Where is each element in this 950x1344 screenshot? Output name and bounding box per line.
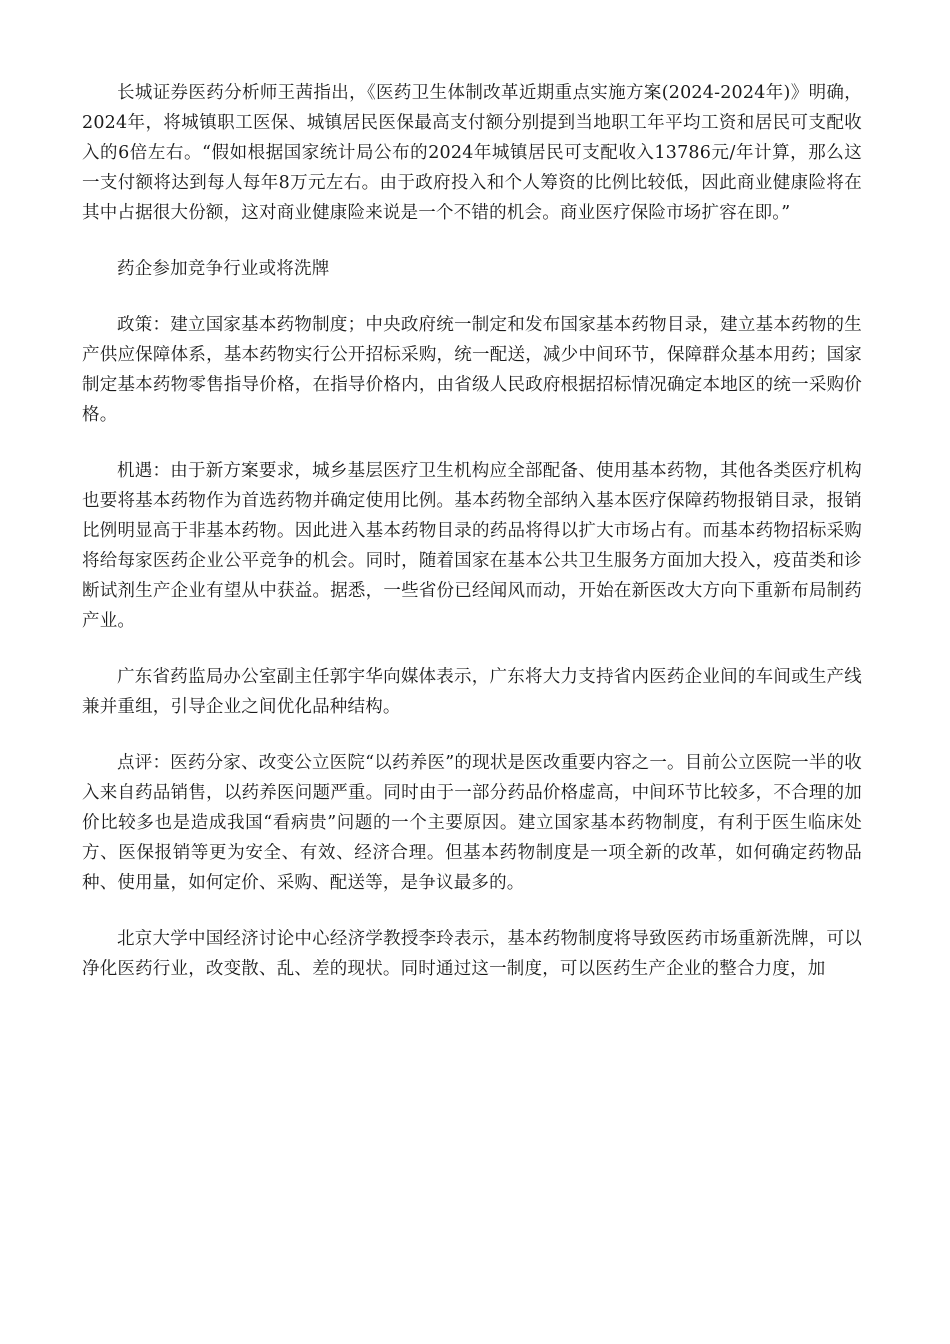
document-body	[82, 78, 862, 1010]
paragraph-commentary: 点评：医药分家、改变公立医院“以药养医”的现状是医改重要内容之一。目前公立医院一半的收入来自药品销售，以药养医问题严重。同时由于一部分药品价格虚高，中间环节比较多，不合理的加价比较多也是造成我国“看病贵”问题的一个主要原因。建立国家基本药物制度，有利于医生临床处方、医保报销等更为安全、有效、经济合理。但基本药物制度是一项全新的改革，如何确定药物品种、使用量，如何定价、采购、配送等，是争议最多的。	[82, 753, 862, 893]
paragraph-opportunity: 机遇：由于新方案要求，城乡基层医疗卫生机构应全部配备、使用基本药物，其他各类医疗机构也要将基本药物作为首选药物并确定使用比例。基本药物全部纳入基本医疗保障药物报销目录，报销比例明显高于非基本药物。因此进入基本药物目录的药品将得以扩大市场占有。而基本药物招标采购将给每家医药企业公平竞争的机会。同时，随着国家在基本公共卫生服务方面加大投入，疫苗类和诊断试剂生产企业有望从中获益。据悉，一些省份已经闻风而动，开始在新医改大方向下重新布局制药产业。	[82, 461, 862, 631]
paragraph-guangdong: 广东省药监局办公室副主任郭宇华向媒体表示，广东将大力支持省内医药企业间的车间或生产线兼并重组，引导企业之间优化品种结构。	[82, 667, 862, 717]
section-heading-pharma-reshuffle: 药企参加竞争行业或将洗牌	[117, 259, 330, 279]
paragraph-policy: 政策：建立国家基本药物制度；中央政府统一制定和发布国家基本药物目录，建立基本药物的生产供应保障体系，基本药物实行公开招标采购，统一配送，减少中间环节，保障群众基本用药；国家制定基本药物零售指导价格，在指导价格内，由省级人民政府根据招标情况确定本地区的统一采购价格。	[82, 315, 862, 425]
paragraph-payment-limit: 长城证券医药分析师王茜指出，《医药卫生体制改革近期重点实施方案(2024-2024年)》明确，2024年，将城镇职工医保、城镇居民医保最高支付额分别提到当地职工年平均工资和居民可支配收入的6倍左右。“假如根据国家统计局公布的2024年城镇居民可支配收入13786元/年计算，那么这一支付额将达到每人每年8万元左右。由于政府投入和个人筹资的比例比较低，因此商业健康险将在其中占据很大份额，这对商业健康险来说是一个不错的机会。商业医疗保险市场扩容在即。”	[82, 83, 862, 223]
paragraph-peking-university: 北京大学中国经济讨论中心经济学教授李玲表示，基本药物制度将导致医药市场重新洗牌，可以净化医药行业，改变散、乱、差的现状。同时通过这一制度，可以医药生产企业的整合力度，加	[82, 929, 862, 979]
